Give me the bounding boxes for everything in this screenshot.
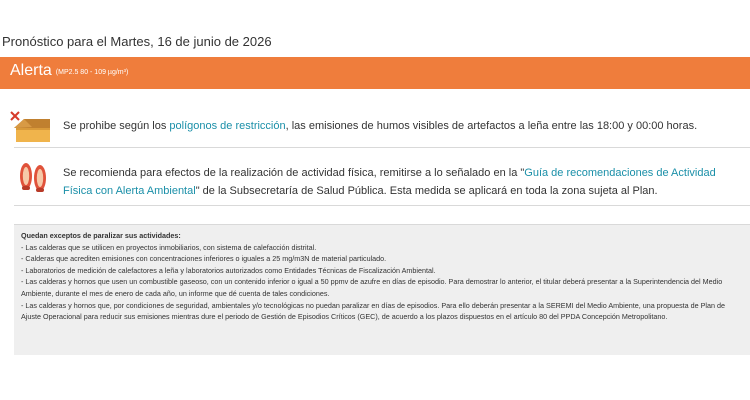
exception-item: - Las calderas que se utilicen en proyectos inmobiliarios, con sistema de calefacción distrital. bbox=[21, 242, 317, 252]
exceptions-title: Quedan exceptos de paralizar sus actividades: bbox=[21, 231, 181, 240]
exception-item: - Laboratorios de medición de calefactores a leña y laboratorios autorizados como Entidades Técnicas de Fiscalización Ambiental. bbox=[21, 265, 436, 275]
forecast-date: Pronóstico para el Martes, 16 de junio de 2026 bbox=[2, 34, 272, 49]
alert-banner bbox=[0, 57, 750, 89]
exception-item: - Las calderas y hornos que, por condiciones de seguridad, ambientales y/o tecnológicas no puedan paralizar en días de episodios. Para ello deberán presentar a la SEREMI del Medio Ambiente, una propuesta de Plan de Ajuste Operacional para reducir sus emisiones mientras dure el periodo de Gestión de Episodios Críticos (GEC), de acuerdo a los plazos dispuestos en el artículo 80 del PPDA Concepción Metropolitano. bbox=[21, 300, 726, 322]
physical-activity-text: Se recomienda para efectos de la realización de actividad física, remitirse a lo señalado en la "Guía de recomendaciones de Actividad Física con Alerta Ambiental" de la Subsecretaría de Salud Pública. Esta medida se aplicará en toda la zona sujeta al Plan. bbox=[63, 167, 716, 197]
exceptions-box bbox=[14, 224, 750, 355]
physical-activity-row bbox=[0, 154, 750, 206]
alert-range: (MP2.5 80 - 109 µg/m³) bbox=[55, 69, 129, 76]
divider bbox=[14, 147, 750, 148]
smoke-restriction-row bbox=[0, 106, 750, 146]
physical-activity-guide-link[interactable]: Guía de recomendaciones de Actividad Física con Alerta Ambiental bbox=[63, 167, 716, 197]
divider bbox=[14, 205, 750, 206]
alert-title bbox=[10, 62, 128, 80]
exception-item: - Las calderas y hornos que usen un combustible gaseoso, con un contenido inferior o igual a 50 ppmv de azufre en días de episodio. Para demostrar lo anterior, el titular deberá presentar a la Superintendencia del Medio Ambiente, durante el mes de enero de cada año, un informe que dé cuenta de tales condiciones. bbox=[21, 277, 723, 298]
alert-level: Alerta bbox=[10, 62, 52, 79]
smoke-restriction-text: Se prohibe según los polígonos de restricción, las emisiones de humos visibles de artefactos a leña entre las 18:00 y 00:00 horas. bbox=[63, 120, 698, 132]
exception-item: - Calderas que acrediten emisiones con concentraciones inferiores o iguales a 25 mg/m3N de material particulado. bbox=[21, 254, 387, 264]
restriction-polygons-link[interactable]: polígonos de restricción bbox=[169, 120, 286, 132]
